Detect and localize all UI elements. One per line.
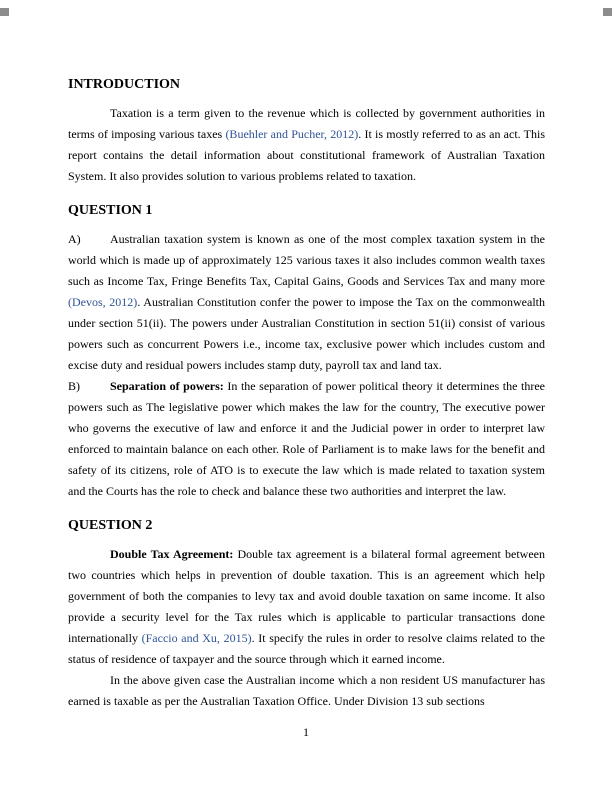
list-marker-b: B) <box>68 379 80 393</box>
section-heading-question2: QUESTION 2 <box>68 518 153 533</box>
list-marker-a: A) <box>68 232 81 246</box>
page-content <box>68 76 545 712</box>
citation-link[interactable]: (Faccio and Xu, 2015) <box>141 631 252 645</box>
run-in-bold-label: Double Tax Agreement: <box>110 547 234 561</box>
introduction-paragraph <box>68 103 545 187</box>
section-heading-question1: QUESTION 1 <box>68 203 153 218</box>
paragraph-text: Taxation is a term given to the revenue which is collected by government authorities in terms of imposing various taxes <box>68 106 545 141</box>
paragraph-text: Australian taxation system is known as one of the most complex taxation system in the world which is made up of approximately 125 various taxes it also includes common wealth taxes such as Income Tax, Fringe Benefits Tax, Capital Gains, Goods and Services Tax and many more <box>68 232 545 288</box>
page-corner-mark <box>0 8 9 16</box>
paragraph-text: In the separation of power political theory it determines the three powers such as The legislative power which makes the law for the country, The executive power who governs the executive of law and enforce it and the Judicial power in order to interpret law enforced to maintain balance on each other. Role of Parliament is to make laws for the benefit and safety of its citizens, role of ATO is to execute the law which is made related to taxation system and the Courts has the role to check and balance these two authorities and interpret the law. <box>68 379 545 498</box>
run-in-bold-label: Separation of powers: <box>110 379 224 393</box>
page-number: 1 <box>303 725 309 739</box>
paragraph-text: . It is mostly referred to as an act. This report contains the detail information about constitutional framework of Australian Taxation System. It also provides solution to various problems related to taxation. <box>68 127 546 183</box>
question2-paragraph-1 <box>68 544 545 670</box>
page-corner-mark <box>603 8 612 16</box>
paragraph-text: . Australian Constitution confer the power to impose the Tax on the commonwealth under section 51(ii). The powers under Australian Constitution in section 51(ii) consist of various powers such as concurrent Powers i.e., income tax, exclusive power which includes custom and excise duty and residual powers includes stamp duty, payroll tax and land tax. <box>68 295 545 372</box>
citation-link[interactable]: (Buehler and Pucher, 2012) <box>225 127 359 141</box>
paragraph-text: In the above given case the Australian income which a non resident US manufacturer has earned is taxable as per the Australian Taxation Office. Under Division 13 sub sections <box>68 673 545 708</box>
section-heading-introduction: INTRODUCTION <box>68 77 181 92</box>
question1-paragraph-a <box>68 229 545 376</box>
paragraph-text: Double tax agreement is a bilateral formal agreement between two countries which helps in prevention of double taxation. This is an agreement which help government of both the companies to levy tax and avoid double taxation on same income. It also provide a security level for the Tax rules which is applicable to particular transactions done internationally <box>68 547 545 645</box>
citation-link[interactable]: (Devos, 2012) <box>68 295 138 309</box>
question1-paragraph-b <box>68 376 545 502</box>
question2-paragraph-2 <box>68 670 545 712</box>
paragraph-text: . It specify the rules in order to resolve claims related to the status of residence of taxpayer and the source through which it earned income. <box>68 631 545 666</box>
